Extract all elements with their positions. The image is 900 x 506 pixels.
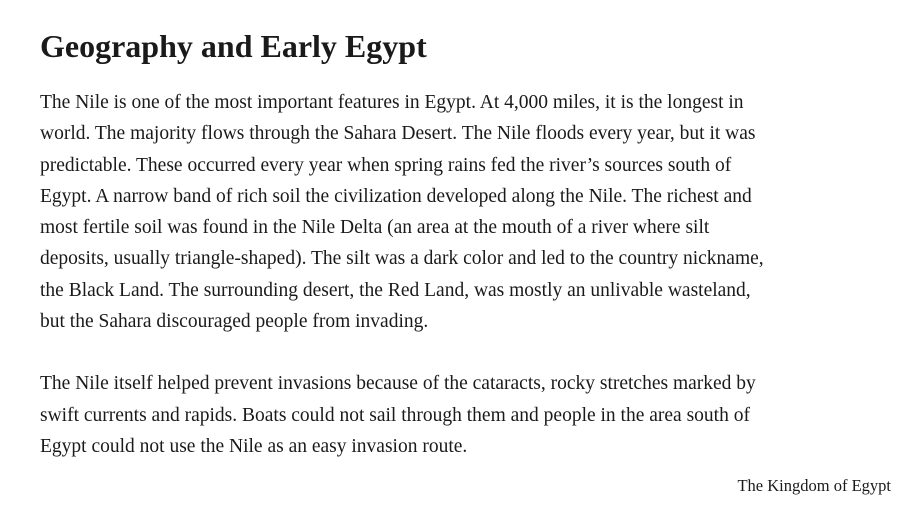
paragraph-2-line: The Nile itself helped prevent invasions because of the cataracts, rocky stretches marked by [40, 373, 756, 395]
paragraph-1-line: predictable. These occurred every year when spring rains fed the river’s sources south of [40, 154, 732, 176]
paragraph-1-line: Egypt. A narrow band of rich soil the civilization developed along the Nile. The richest and [40, 185, 752, 207]
slide-body [40, 87, 860, 462]
paragraph-1-line: The Nile is one of the most important features in Egypt. At 4,000 miles, it is the longest in [40, 92, 744, 113]
slide-title: Geography and Early Egypt [40, 28, 427, 64]
paragraph-1-line: most fertile soil was found in the Nile Delta (an area at the mouth of a river where silt [40, 217, 710, 239]
paragraph-1-line: but the Sahara discouraged people from invading. [40, 311, 429, 333]
slide-footer: The Kingdom of Egypt [737, 476, 891, 495]
paragraph-1-line: the Black Land. The surrounding desert, the Red Land, was mostly an unlivable wasteland, [40, 279, 751, 301]
paragraph-2 [40, 368, 860, 462]
paragraph-2-line: Egypt could not use the Nile as an easy invasion route. [40, 435, 468, 457]
paragraph-2-line: swift currents and rapids. Boats could not sail through them and people in the area south of [40, 404, 750, 426]
paragraph-1-line: world. The majority flows through the Sahara Desert. The Nile floods every year, but it was [40, 123, 756, 145]
paragraph-1 [40, 87, 860, 337]
paragraph-1-line: deposits, usually triangle-shaped). The silt was a dark color and led to the country nickname, [40, 248, 764, 270]
